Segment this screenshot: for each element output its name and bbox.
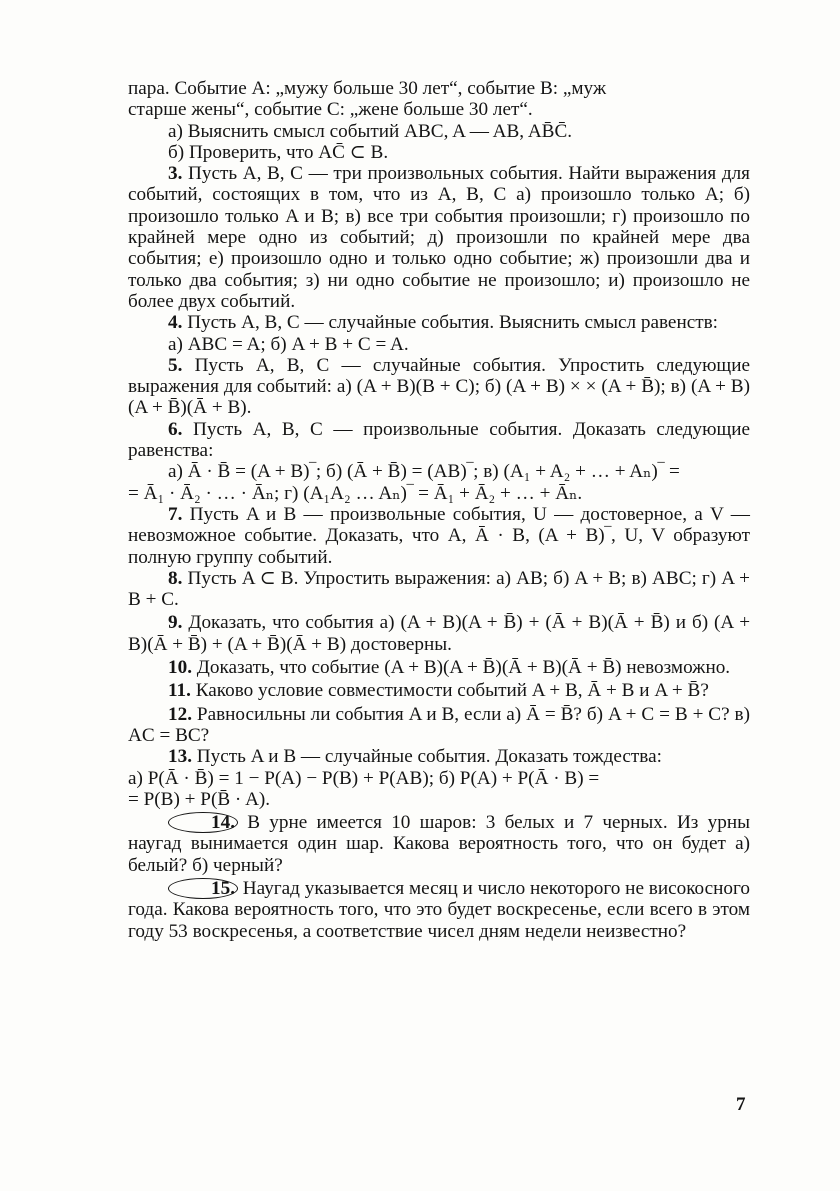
formula-line: а) Ā · B̄ = (A + B)‾; б) (Ā + B̄) = (AB)‾; в) (A₁ + A₂ + … + Aₙ)‾ =	[168, 461, 680, 483]
problem-8	[128, 568, 750, 611]
problem-text: Доказать, что события а) (A + B)(A + B̄) + (Ā + B)(Ā + B̄) и б) (A + B)(Ā + B̄) + (A + B̄)(Ā + B) достоверны.	[128, 612, 751, 655]
problem-text: Доказать, что событие (A + B)(A + B̄)(Ā + B)(Ā + B̄) невозможно.	[196, 657, 731, 679]
text-line: а) Выяснить смысл событий ABC, A — AB, AB̄C̄.	[168, 120, 573, 142]
problem-14	[128, 812, 750, 876]
formula-line: = Ā₁ · Ā₂ · … · Āₙ; г) (A₁A₂ … Aₙ)‾ = Ā₁ + Ā₂ + … + Āₙ.	[128, 482, 583, 504]
problem-text: Каково условие совместимости событий A + B, Ā + B и A + B̄?	[195, 680, 709, 702]
problem-text: Пусть A, B, C — произвольные события. Доказать следующие равенства:	[128, 418, 751, 462]
problem-4	[128, 312, 750, 333]
problem-text: Пусть A, B, C — случайные события. Выяснить смысл равенств:	[187, 312, 719, 334]
problem-text: Пусть A и B — произвольные события, U — достоверное, а V — невозможное событие. Доказать, что A, Ā · B, (A + B)‾, U, V образуют полную группу событий.	[128, 503, 750, 568]
problem-text: Пусть A ⊂ B. Упростить выражения: а) AB; б) A + B; в) ABC; г) A + B + C.	[128, 567, 751, 611]
problem-number: 13.	[168, 746, 192, 768]
problem-number: 10.	[168, 657, 192, 679]
circled-problem-number: 14.	[168, 812, 238, 833]
text-line: старше жены“, событие C: „жене больше 30 лет“.	[128, 99, 533, 121]
problem-number: 9.	[168, 612, 183, 634]
formula-line: а) P(Ā · B̄) = 1 − P(A) − P(B) + P(AB); б) P(A) + P(Ā · B) =	[128, 767, 600, 789]
circled-problem-number: 15.	[168, 878, 238, 899]
problem-3	[128, 163, 750, 312]
page-text	[128, 78, 750, 942]
problem-6	[128, 419, 750, 462]
problem-number: 8.	[168, 567, 183, 589]
problem-text: В урне имеется 10 шаров: 3 белых и 7 черных. Из урны наугад вынимается один шар. Какова вероятность того, что он будет а) белый? б) черный?	[128, 812, 750, 876]
problem-text: Равносильны ли события A и B, если а) Ā = B̄? б) A + C = B + C? в) AC = BC?	[128, 703, 750, 746]
problem-text: Пусть A, B, C — случайные события. Упростить следующие выражения для событий: а) (A + B)(B + C); б) (A + B) × × (A + B̄); в) (A + B)(A + B̄)(Ā + B).	[128, 354, 750, 419]
problem-text: Пусть A, B, C — три произвольных события. Найти выражения для событий, состоящих в том, что из A, B, C а) произошло только A; б) произошло только A и B; в) все три события произошли; г) произошло по крайней мере одно из событий; д) произошли по крайней мере два события; е) произошло одно и только одно событие; ж) произошли два и только два события; з) ни одно событие не произошло; и) произошло не более двух событий.	[128, 163, 750, 312]
problem-5	[128, 355, 750, 419]
problem-text: Наугад указывается месяц и число некоторого не високосного года. Какова вероятность того, что это будет воскресенье, если всего в этом году 53 воскресенья, а соответствие чисел дням недели неизвестно?	[128, 877, 750, 942]
problem-number: 11.	[168, 680, 191, 702]
problem-15	[128, 878, 750, 942]
problem-text: Пусть A и B — случайные события. Доказать тождества:	[196, 746, 662, 768]
problem-13	[128, 746, 750, 767]
problem-number: 12.	[168, 703, 192, 725]
text-line: б) Проверить, что AC̄ ⊂ B.	[168, 141, 389, 163]
problem-9	[128, 612, 750, 655]
problem-11	[128, 680, 750, 701]
problem-number: 3.	[168, 163, 183, 185]
problem-number: 7.	[168, 503, 183, 525]
problem-7	[128, 504, 750, 568]
text-line: пара. Событие A: „мужу больше 30 лет“, событие B: „муж	[128, 78, 607, 99]
problem-number: 4.	[168, 312, 183, 334]
page-number: 7	[736, 1094, 746, 1115]
formula-line: = P(B) + P(B̄ · A).	[128, 788, 271, 810]
formula-line: а) ABC = A; б) A + B + C = A.	[168, 333, 409, 355]
problem-number: 6.	[168, 418, 183, 440]
problem-12	[128, 704, 750, 747]
problem-10	[128, 657, 750, 678]
problem-number: 5.	[168, 354, 183, 376]
